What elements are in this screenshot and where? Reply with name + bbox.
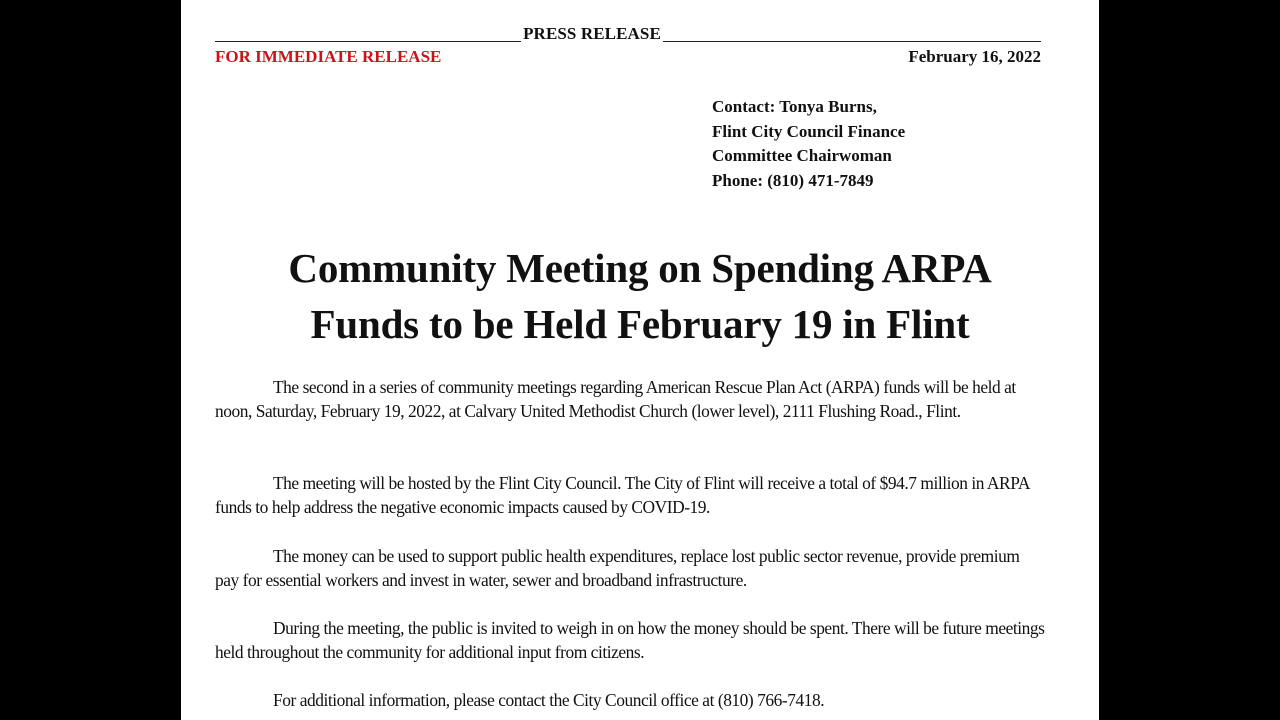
paragraph-3: The money can be used to support public health expenditures, replace lost public sector revenue, provide premium pay for essential workers and invest in water, sewer and broadband infrastructure.	[215, 546, 1020, 590]
contact-block	[712, 95, 905, 193]
paragraph-4: During the meeting, the public is invited to weigh in on how the money should be spent. There will be future meetings held throughout the community for additional input from citizens.	[215, 618, 1045, 662]
paragraph-5: For additional information, please contact the City Council office at (810) 766-7418.	[273, 690, 825, 710]
contact-line: Flint City Council Finance	[712, 121, 906, 141]
paragraph-1: The second in a series of community meetings regarding American Rescue Plan Act (ARPA) funds will be held at noon, Saturday, February 19, 2022, at Calvary United Methodist Church (lower level), 2111 Flushing Road., Flint.	[215, 377, 1016, 421]
headline	[181, 240, 1099, 352]
headline-line-1: Community Meeting on Spending ARPA	[288, 245, 992, 291]
press-release-label	[181, 24, 1099, 44]
document-page	[181, 0, 1099, 720]
contact-line: Committee Chairwoman	[712, 146, 892, 165]
contact-line: Contact: Tonya Burns,	[712, 97, 877, 116]
headline-line-2: Funds to be Held February 19 in Flint	[310, 301, 970, 347]
release-date: February 16, 2022	[908, 47, 1041, 66]
contact-phone: Phone: (810) 471-7849	[712, 170, 874, 190]
release-type: FOR IMMEDIATE RELEASE	[215, 47, 442, 66]
press-release-text: PRESS RELEASE	[523, 24, 661, 43]
paragraph-2: The meeting will be hosted by the Flint City Council. The City of Flint will receive a total of $94.7 million in ARPA funds to help address the negative economic impacts caused by COVID-19.	[215, 473, 1029, 517]
